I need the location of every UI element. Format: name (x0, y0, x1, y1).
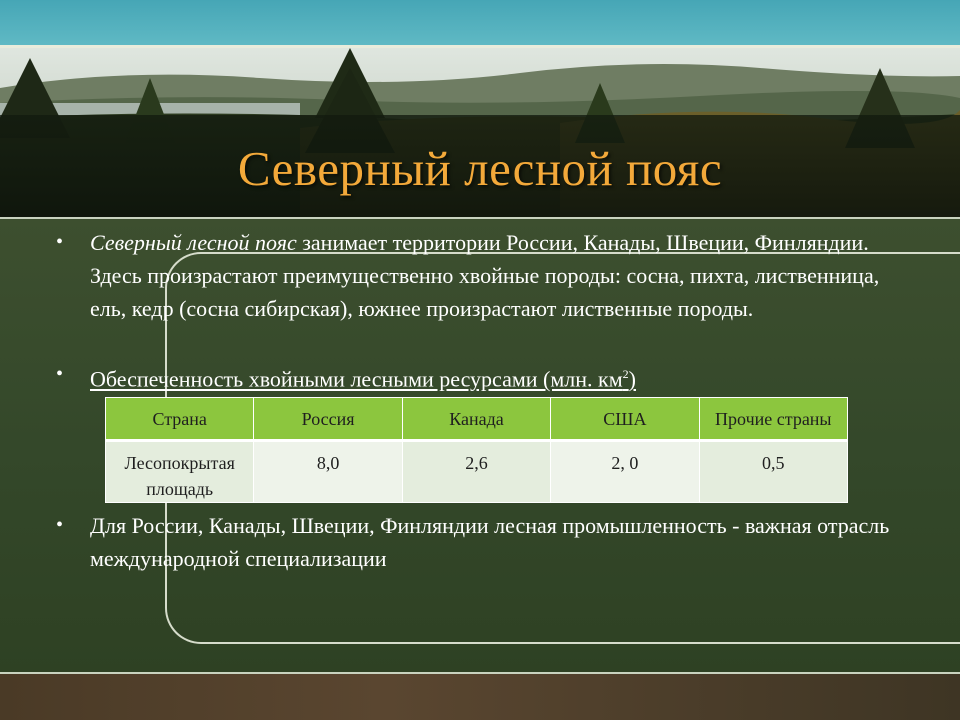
table-header-cell: Канада (402, 398, 550, 442)
table-cell: 8,0 (254, 442, 402, 503)
slide-title: Северный лесной пояс (237, 141, 723, 196)
bullet-2-body: Обеспеченность хвойными лесными ресурсами (млн. км (90, 366, 623, 392)
bullet-2-suffix: ) (628, 366, 636, 392)
table-header-cell: США (551, 398, 699, 442)
bottom-band (0, 674, 960, 720)
table-header-cell: Россия (254, 398, 402, 442)
table-cell: 2,6 (402, 442, 550, 503)
sky-strip (0, 0, 960, 45)
bullet-2-text (90, 358, 920, 395)
table-header-row (106, 398, 848, 442)
bullet-marker: • (56, 514, 64, 536)
table-cell: 2, 0 (551, 442, 699, 503)
bullet-1-italic-lead: Северный лесной пояс (90, 230, 297, 255)
bullet-1-body: занимает территории России, Канады, Швеции, Финляндии. Здесь произрастают преимущественно хвойные породы: сосна, пихта, лиственница, ель, кедр (сосна сибирская), южнее произрастают лиственные породы. (90, 230, 880, 321)
forest-resources-table (105, 397, 848, 503)
bullet-marker: • (56, 231, 64, 253)
bullet-2-superscript: 2 (622, 367, 629, 381)
bullet-3-text: Для России, Канады, Швеции, Финляндии лесная промышленность - важная отрасль международной специализации (90, 513, 890, 571)
table-header-cell: Страна (106, 398, 254, 442)
bullet-1-text (90, 226, 920, 325)
table-cell: Лесопокрытая площадь (106, 442, 254, 503)
table-header-cell: Прочие страны (699, 398, 847, 442)
table-cell: 0,5 (699, 442, 847, 503)
bullet-marker: • (56, 363, 64, 385)
table-row (106, 442, 848, 503)
